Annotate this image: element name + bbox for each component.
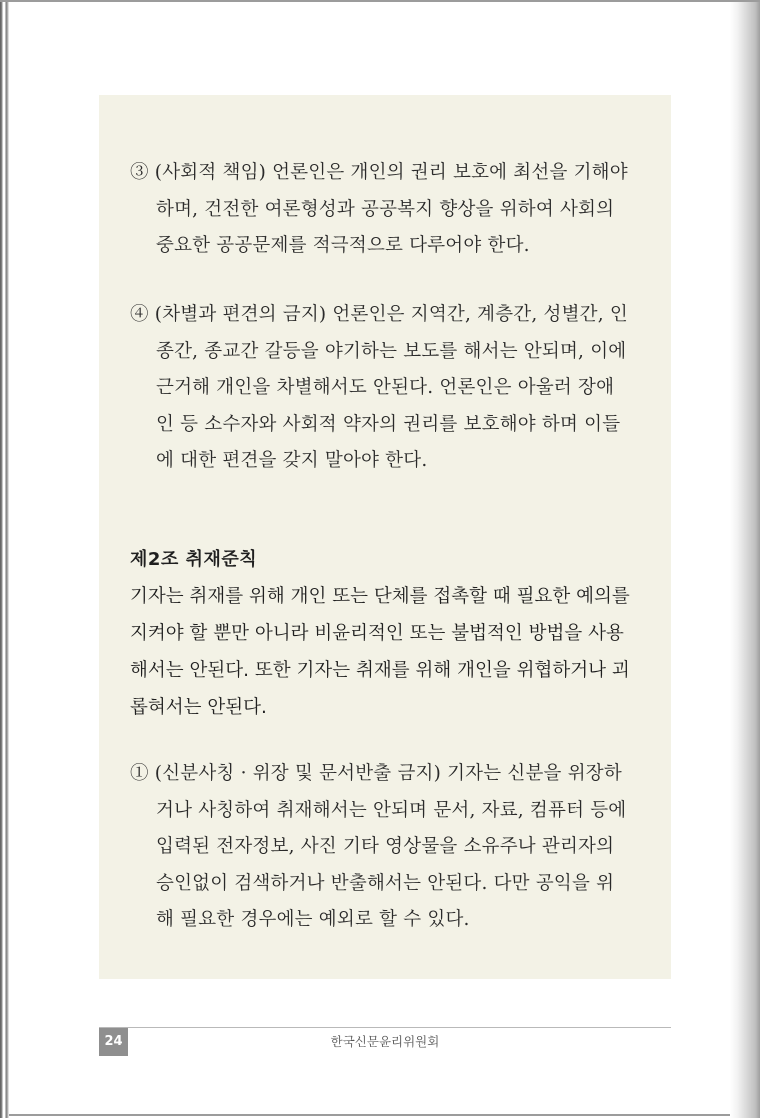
clause-line: 승인없이 검색하거나 반출해서는 안된다. 다만 공익을 위: [156, 872, 615, 894]
clause-4-no-discrimination: [130, 297, 646, 480]
clause-1-no-impersonation: [130, 756, 646, 939]
page-number-badge: 24: [99, 1028, 128, 1056]
clause-line: 인 등 소수자와 사회적 약자의 권리를 보호해야 하며 이들: [156, 413, 621, 435]
clause-line: 근거해 개인을 차별해서도 안된다. 언론인은 아울러 장애: [156, 377, 615, 398]
paragraph-line: 롭혀서는 안된다.: [130, 697, 267, 718]
clause-line: ③ (사회적 책임) 언론인은 개인의 권리 보호에 최선을 기해야: [130, 162, 628, 183]
clause-line: 에 대한 편견을 갖지 말아야 한다.: [156, 450, 428, 471]
page-edge-right: [730, 2, 760, 1118]
section-paragraph: [130, 578, 650, 726]
clause-line: 입력된 전자정보, 사진 기타 영상물을 소유주나 관리자의: [156, 836, 615, 857]
clause-line: 해 필요한 경우에는 예외로 할 수 있다.: [156, 909, 470, 930]
paragraph-line: 지켜야 할 뿐만 아니라 비윤리적인 또는 불법적인 방법을 사용: [130, 623, 624, 644]
clause-line: ④ (차별과 편견의 금지) 언론인은 지역간, 계층간, 성별간, 인: [130, 304, 628, 325]
paragraph-line: 기자는 취재를 위해 개인 또는 단체를 접촉할 때 필요한 예의를: [130, 586, 630, 607]
clause-3-social-responsibility: [130, 155, 646, 265]
clause-line: 중요한 공공문제를 적극적으로 다루어야 한다.: [156, 235, 530, 256]
page-spine-left: [0, 2, 9, 1118]
clause-line: 종간, 종교간 갈등을 야기하는 보도를 해서는 안되며, 이에: [156, 340, 627, 362]
paragraph-line: 해서는 안된다. 또한 기자는 취재를 위해 개인을 위협하거나 괴: [130, 660, 630, 681]
clause-line: 거나 사칭하여 취재해서는 안되며 문서, 자료, 컴퓨터 등에: [156, 799, 627, 821]
clause-line: 하며, 건전한 여론형성과 공공복지 향상을 위하여 사회의: [156, 198, 615, 220]
clause-line: ① (신분사칭 · 위장 및 문서반출 금지) 기자는 신분을 위장하: [130, 763, 622, 784]
section-heading: 제2조 취재준칙: [130, 549, 258, 570]
footer-organization: 한국신문윤리위원회: [330, 1034, 440, 1049]
